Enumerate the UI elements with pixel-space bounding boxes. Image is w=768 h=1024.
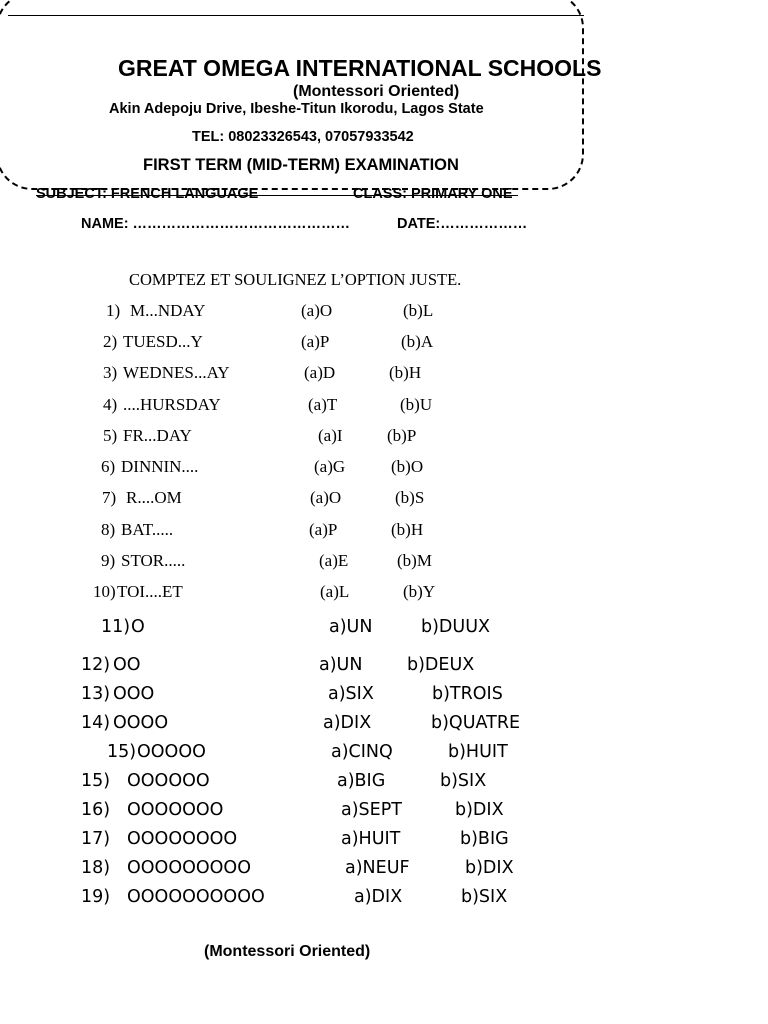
option-a[interactable]: (a)T (308, 395, 338, 414)
option-b[interactable]: (b)A (401, 332, 434, 351)
question-number: 2) (103, 332, 118, 351)
option-a[interactable]: a)HUIT (341, 829, 401, 849)
header-subtitle: (Montessori Oriented) (293, 83, 460, 100)
question-number: 12) (81, 655, 111, 675)
option-b[interactable]: (b)S (395, 488, 425, 507)
option-a[interactable]: (a)G (314, 457, 346, 476)
question-number: 18) (81, 858, 111, 878)
question-number: 1) (106, 301, 121, 320)
question-text: O (131, 617, 145, 637)
option-a[interactable]: a)DIX (323, 713, 372, 733)
option-b[interactable]: (b)M (397, 551, 432, 570)
question-number: 10) (93, 582, 116, 601)
option-b[interactable]: (b)O (391, 457, 424, 476)
question-text: OOOOOOOO (127, 829, 238, 849)
option-a[interactable]: (a)P (309, 520, 338, 539)
date-field[interactable]: DATE:……………… (397, 216, 528, 232)
question-number: 16) (81, 800, 111, 820)
option-a[interactable]: (a)L (320, 582, 350, 601)
question-text: OO (113, 655, 141, 675)
question-number: 11) (101, 617, 131, 637)
header-top-rule (8, 15, 584, 16)
question-number: 19) (81, 887, 111, 907)
option-a[interactable]: (a)I (318, 426, 343, 445)
option-b[interactable]: b)DUUX (421, 617, 491, 637)
question-text: R....OM (126, 488, 182, 507)
option-b[interactable]: b)SIX (440, 771, 487, 791)
option-b[interactable]: b)DIX (465, 858, 514, 878)
question-text: OOOOOOOOOO (127, 887, 265, 907)
question-number: 13) (81, 684, 111, 704)
question-number: 17) (81, 829, 111, 849)
question-number: 15) (107, 742, 137, 762)
option-b[interactable]: b)TROIS (432, 684, 503, 704)
question-text: OOOOOOOOO (127, 858, 251, 878)
question-text: ....HURSDAY (123, 395, 221, 414)
question-text: FR...DAY (123, 426, 192, 445)
footer-subtitle: (Montessori Oriented) (204, 943, 371, 960)
question-text: M...NDAY (130, 301, 206, 320)
option-b[interactable]: (b)P (387, 426, 417, 445)
question-number: 6) (101, 457, 116, 476)
question-text: TUESD...Y (123, 332, 203, 351)
question-text: BAT..... (121, 520, 174, 539)
option-a[interactable]: a)UN (319, 655, 363, 675)
school-telephone: TEL: 08023326543, 07057933542 (192, 129, 414, 145)
question-text: OOOOOOO (127, 800, 224, 820)
question-text: TOI....ET (117, 582, 183, 601)
option-a[interactable]: (a)E (319, 551, 349, 570)
question-number: 4) (103, 395, 118, 414)
option-a[interactable]: a)NEUF (345, 858, 410, 878)
option-b[interactable]: b)DIX (455, 800, 504, 820)
question-text: OOOO (113, 713, 169, 733)
class-label: CLASS: PRIMARY ONE (353, 186, 513, 202)
question-text: OOO (113, 684, 155, 704)
option-a[interactable]: a)UN (329, 617, 373, 637)
question-number: 14) (81, 713, 111, 733)
question-number: 7) (102, 488, 117, 507)
option-a[interactable]: a)DIX (354, 887, 403, 907)
question-number: 8) (101, 520, 116, 539)
school-address: Akin Adepoju Drive, Ibeshe-Titun Ikorodu, Lagos State (109, 101, 484, 117)
question-number: 15) (81, 771, 111, 791)
option-a[interactable]: (a)P (301, 332, 330, 351)
option-b[interactable]: (b)U (400, 395, 433, 414)
question-text: OOOOOO (127, 771, 210, 791)
question-text: DINNIN.... (121, 457, 199, 476)
instruction-text: COMPTEZ ET SOULIGNEZ L’OPTION JUSTE. (129, 270, 462, 289)
option-b[interactable]: b)QUATRE (431, 713, 521, 733)
question-text: WEDNES...AY (123, 363, 230, 382)
option-a[interactable]: (a)O (301, 301, 333, 320)
option-a[interactable]: (a)D (304, 363, 336, 382)
option-a[interactable]: a)SEPT (341, 800, 402, 820)
question-number: 5) (103, 426, 118, 445)
option-a[interactable]: a)SIX (328, 684, 374, 704)
option-b[interactable]: b)BIG (460, 829, 509, 849)
option-a[interactable]: a)CINQ (331, 742, 393, 762)
option-b[interactable]: b)SIX (461, 887, 508, 907)
name-field[interactable]: NAME: ……………………………………… (81, 216, 351, 232)
option-b[interactable]: b)HUIT (448, 742, 508, 762)
question-text: OOOOO (137, 742, 206, 762)
question-number: 3) (103, 363, 118, 382)
question-number: 9) (101, 551, 116, 570)
option-b[interactable]: (b)Y (403, 582, 436, 601)
option-a[interactable]: (a)O (310, 488, 342, 507)
school-name: GREAT OMEGA INTERNATIONAL SCHOOLS (118, 55, 602, 81)
subject-label: SUBJECT: FRENCH LANGUAGE (36, 186, 259, 202)
option-b[interactable]: (b)H (391, 520, 424, 539)
option-b[interactable]: (b)H (389, 363, 422, 382)
option-b[interactable]: (b)L (403, 301, 434, 320)
option-b[interactable]: b)DEUX (407, 655, 475, 675)
question-text: STOR..... (121, 551, 186, 570)
option-a[interactable]: a)BIG (337, 771, 386, 791)
exam-title: FIRST TERM (MID-TERM) EXAMINATION (143, 156, 459, 174)
